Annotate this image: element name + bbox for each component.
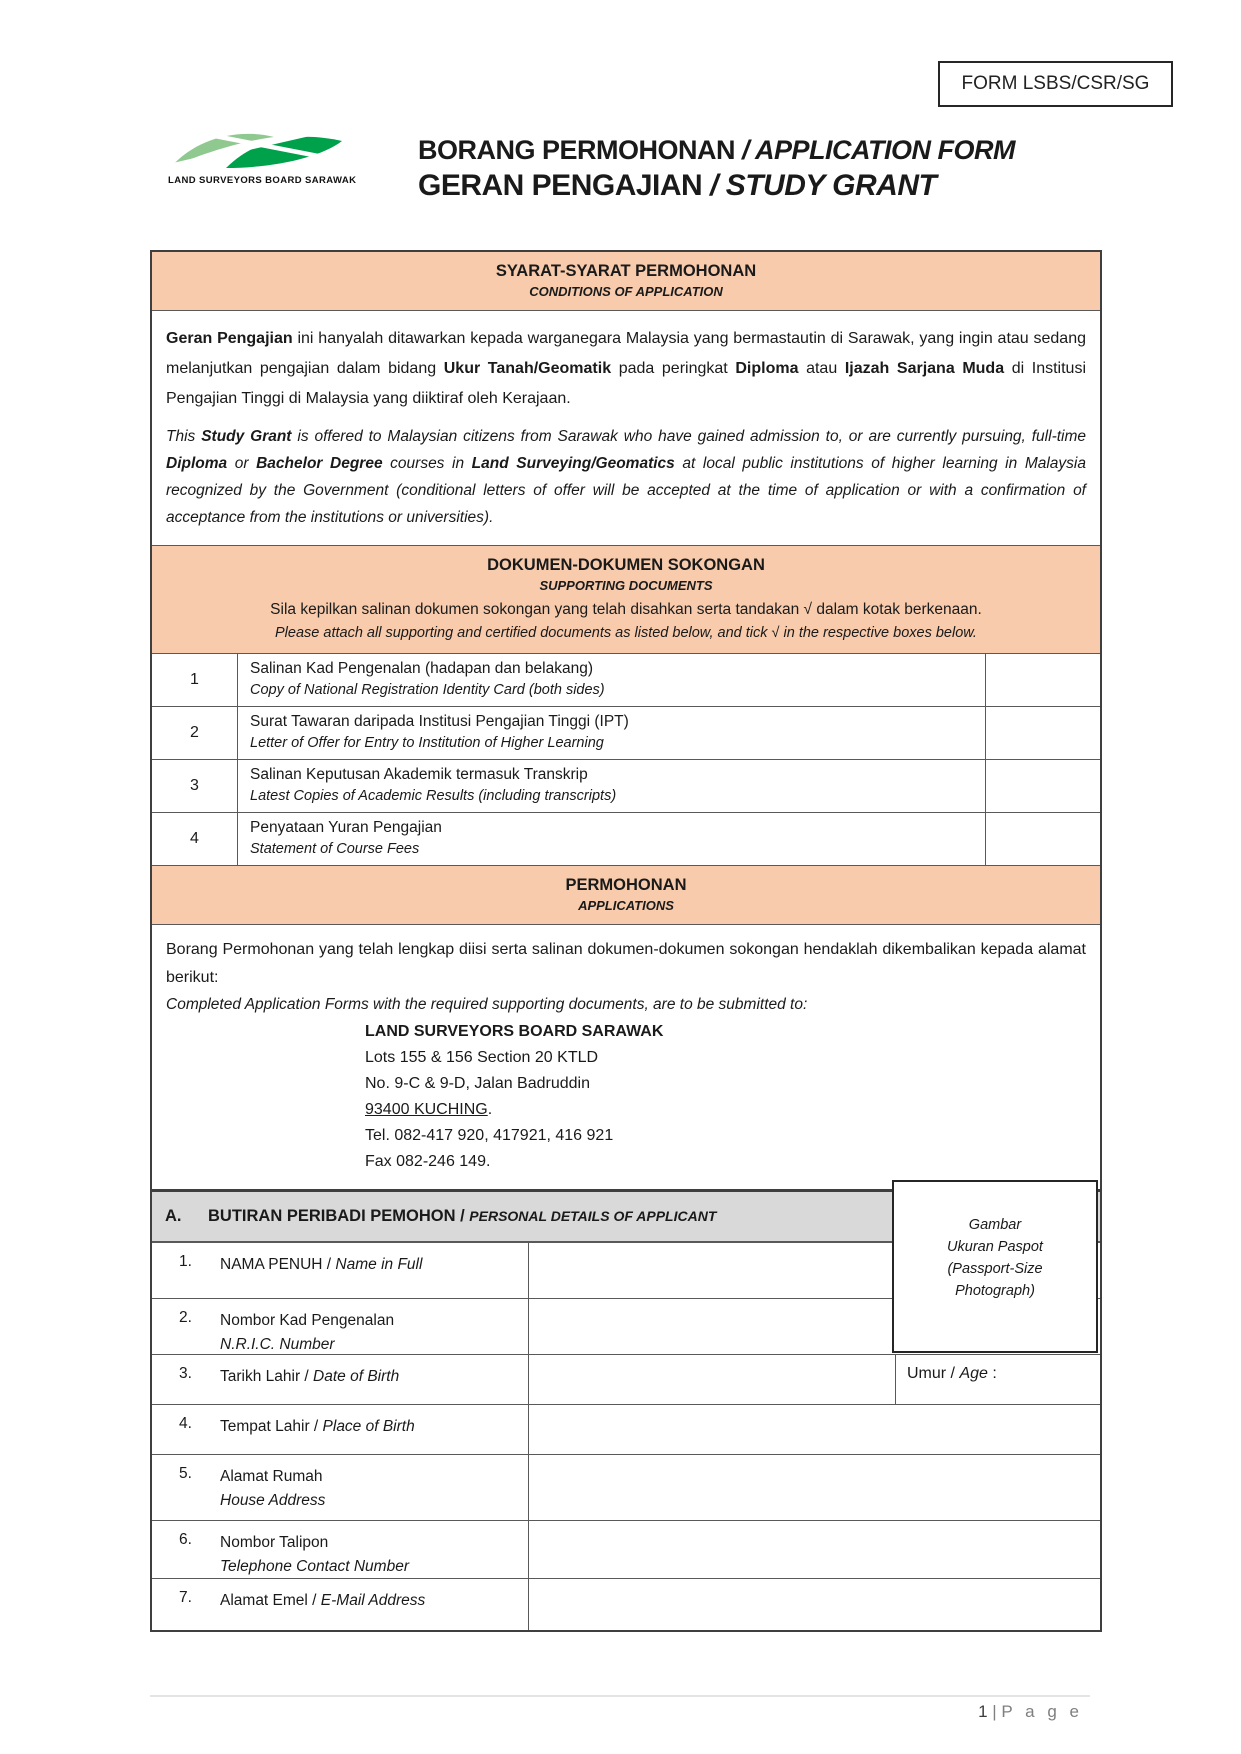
form-title-line1: BORANG PERMOHONAN / APPLICATION FORM [418, 135, 1015, 165]
field-number: 1. [179, 1253, 192, 1270]
field-row-birthplace [152, 1404, 1100, 1454]
address-line: Lots 155 & 156 Section 20 KTLD [365, 1049, 599, 1066]
field-row-email [152, 1578, 1100, 1630]
house-address-field[interactable] [528, 1455, 1100, 1521]
telephone-number-field[interactable] [528, 1521, 1100, 1587]
field-label [152, 1405, 528, 1454]
lsbs-logo [168, 128, 357, 186]
document-label-my: Penyataan Yuran Pengajian [250, 819, 442, 836]
logo-caption: LAND SURVEYORS BOARD SARAWAK [168, 175, 357, 186]
document-row [152, 706, 1100, 759]
document-number: 2 [190, 724, 199, 741]
applications-paragraph-en: Completed Application Forms with the required supporting documents, are to be submitted to: [166, 996, 808, 1013]
field-number: 2. [179, 1309, 192, 1326]
field-label [152, 1355, 528, 1404]
field-label-text: Alamat Emel / E-Mail Address [220, 1592, 426, 1609]
applications-title-en: APPLICATIONS [578, 898, 674, 913]
field-number: 5. [179, 1465, 192, 1482]
document-row [152, 653, 1100, 706]
field-label-text: Nombor Talipon [220, 1534, 329, 1551]
form-title-line2: GERAN PENGAJIAN / STUDY GRANT [418, 169, 937, 202]
tick-box-2[interactable] [985, 707, 1100, 759]
supporting-note-en: Please attach all supporting and certified documents as listed below, and tick √ in the respective boxes below. [275, 625, 977, 641]
tick-box-4[interactable] [985, 813, 1100, 865]
document-number: 4 [190, 830, 199, 847]
document-row [152, 812, 1100, 865]
field-label [152, 1455, 528, 1521]
lsbs-logo-icon [168, 128, 350, 172]
document-row [152, 759, 1100, 812]
supporting-title-en: SUPPORTING DOCUMENTS [539, 578, 713, 593]
address-line: Tel. 082-417 920, 417921, 416 921 [365, 1127, 614, 1144]
field-label-text: NAMA PENUH / Name in Full [220, 1256, 423, 1273]
photo-box-label: Gambar [968, 1216, 1022, 1233]
page-footer [978, 1702, 1083, 1722]
document-label-my: Surat Tawaran daripada Institusi Pengajian Tinggi (IPT) [250, 713, 629, 730]
field-label-text: Tempat Lahir / Place of Birth [220, 1418, 415, 1435]
submission-address [365, 1019, 1086, 1175]
photo-box[interactable] [892, 1180, 1098, 1353]
field-label-text: Alamat Rumah [220, 1468, 323, 1485]
address-line: Fax 082-246 149. [365, 1153, 491, 1170]
field-label [152, 1521, 528, 1587]
place-of-birth-field[interactable] [528, 1405, 1100, 1454]
field-number: 7. [179, 1589, 192, 1606]
date-of-birth-field[interactable] [528, 1355, 895, 1404]
page-number: 1 [978, 1702, 988, 1721]
field-label-text: Tarikh Lahir / Date of Birth [220, 1368, 400, 1385]
photo-box-label: Ukuran Paspot [947, 1238, 1043, 1255]
conditions-section-header [152, 252, 1100, 310]
form-title-block [418, 133, 1015, 205]
field-row-dob [152, 1354, 1100, 1404]
document-label [237, 707, 985, 759]
document-label [237, 760, 985, 812]
supporting-documents-header [152, 545, 1100, 653]
applications-section-header [152, 865, 1100, 924]
document-label-en: Letter of Offer for Entry to Institution of Higher Learning [250, 735, 604, 751]
document-label-my: Salinan Keputusan Akademik termasuk Transkrip [250, 766, 588, 783]
address-line: 93400 KUCHING. [365, 1101, 493, 1118]
email-address-field[interactable] [528, 1579, 1100, 1630]
tick-box-3[interactable] [985, 760, 1100, 812]
field-row-address [152, 1454, 1100, 1520]
document-label [237, 813, 985, 865]
document-label-en: Statement of Course Fees [250, 841, 420, 857]
footer-rule [150, 1695, 1090, 1697]
address-line: LAND SURVEYORS BOARD SARAWAK [365, 1023, 664, 1040]
address-line: No. 9-C & 9-D, Jalan Badruddin [365, 1075, 590, 1092]
tick-box-1[interactable] [985, 654, 1100, 706]
field-number: 6. [179, 1531, 192, 1548]
footer-page-word: P a g e [1001, 1702, 1083, 1721]
field-label [152, 1243, 528, 1298]
field-label-subtext: House Address [220, 1492, 326, 1509]
supporting-title-my: DOKUMEN-DOKUMEN SOKONGAN [487, 556, 765, 574]
applications-title-my: PERMOHONAN [565, 876, 687, 894]
field-number: 3. [179, 1365, 192, 1382]
conditions-paragraph-en: This Study Grant is offered to Malaysian citizens from Sarawak who have gained admission to, or are currently pursuing, full-time Diploma or Bachelor Degree courses in Land Surveying/Geomatics at local public institutions of higher learning in Malaysia recognized by the Government (conditional letters of offer will be accepted at the time of application or with a confirmation of acceptance from the institutions or universities). [166, 428, 1087, 526]
field-label [152, 1579, 528, 1630]
document-label [237, 654, 985, 706]
main-table [150, 250, 1102, 1191]
conditions-paragraph-my: Geran Pengajian ini hanyalah ditawarkan kepada warganegara Malaysia yang bermastautin di Sarawak, yang ingin atau sedang melanjutkan pengajian dalam bidang Ukur Tanah/Geomatik pada peringkat Diploma atau Ijazah Sarjana Muda di Institusi Pengajian Tinggi di Malaysia yang diiktiraf oleh Kerajaan. [166, 330, 1087, 407]
document-label-en: Copy of National Registration Identity Card (both sides) [250, 682, 605, 698]
field-row-phone [152, 1520, 1100, 1578]
form-code-box [938, 61, 1173, 107]
supporting-note-my: Sila kepilkan salinan dokumen sokongan yang telah disahkan serta tandakan √ dalam kotak berkenaan. [270, 601, 982, 618]
photo-box-label: Photograph) [955, 1282, 1035, 1299]
field-label-text: Nombor Kad Pengenalan [220, 1312, 395, 1329]
document-label-en: Latest Copies of Academic Results (including transcripts) [250, 788, 617, 804]
footer-separator: | [992, 1702, 997, 1721]
section-letter: A. [165, 1207, 182, 1225]
applications-paragraph-my: Borang Permohonan yang telah lengkap diisi serta salinan dokumen-dokumen sokongan hendaklah dikembalikan kepada alamat berikut: [166, 941, 1086, 986]
field-label-subtext: N.R.I.C. Number [220, 1336, 335, 1353]
document-label-my: Salinan Kad Pengenalan (hadapan dan belakang) [250, 660, 594, 677]
field-number: 4. [179, 1415, 192, 1432]
conditions-body [152, 310, 1100, 545]
document-number: 1 [190, 671, 199, 688]
conditions-title-my: SYARAT-SYARAT PERMOHONAN [495, 262, 757, 280]
section-a-title: BUTIRAN PERIBADI PEMOHON / PERSONAL DETAILS OF APPLICANT [208, 1207, 717, 1225]
photo-box-label: (Passport-Size [947, 1260, 1043, 1277]
age-label: Umur / Age : [907, 1365, 997, 1382]
form-code: FORM LSBS/CSR/SG [961, 73, 1150, 94]
document-number: 3 [190, 777, 199, 794]
age-field[interactable] [895, 1355, 1104, 1404]
field-label-subtext: Telephone Contact Number [220, 1558, 409, 1575]
applications-body [152, 924, 1100, 1189]
conditions-title-en: CONDITIONS OF APPLICATION [529, 284, 723, 299]
